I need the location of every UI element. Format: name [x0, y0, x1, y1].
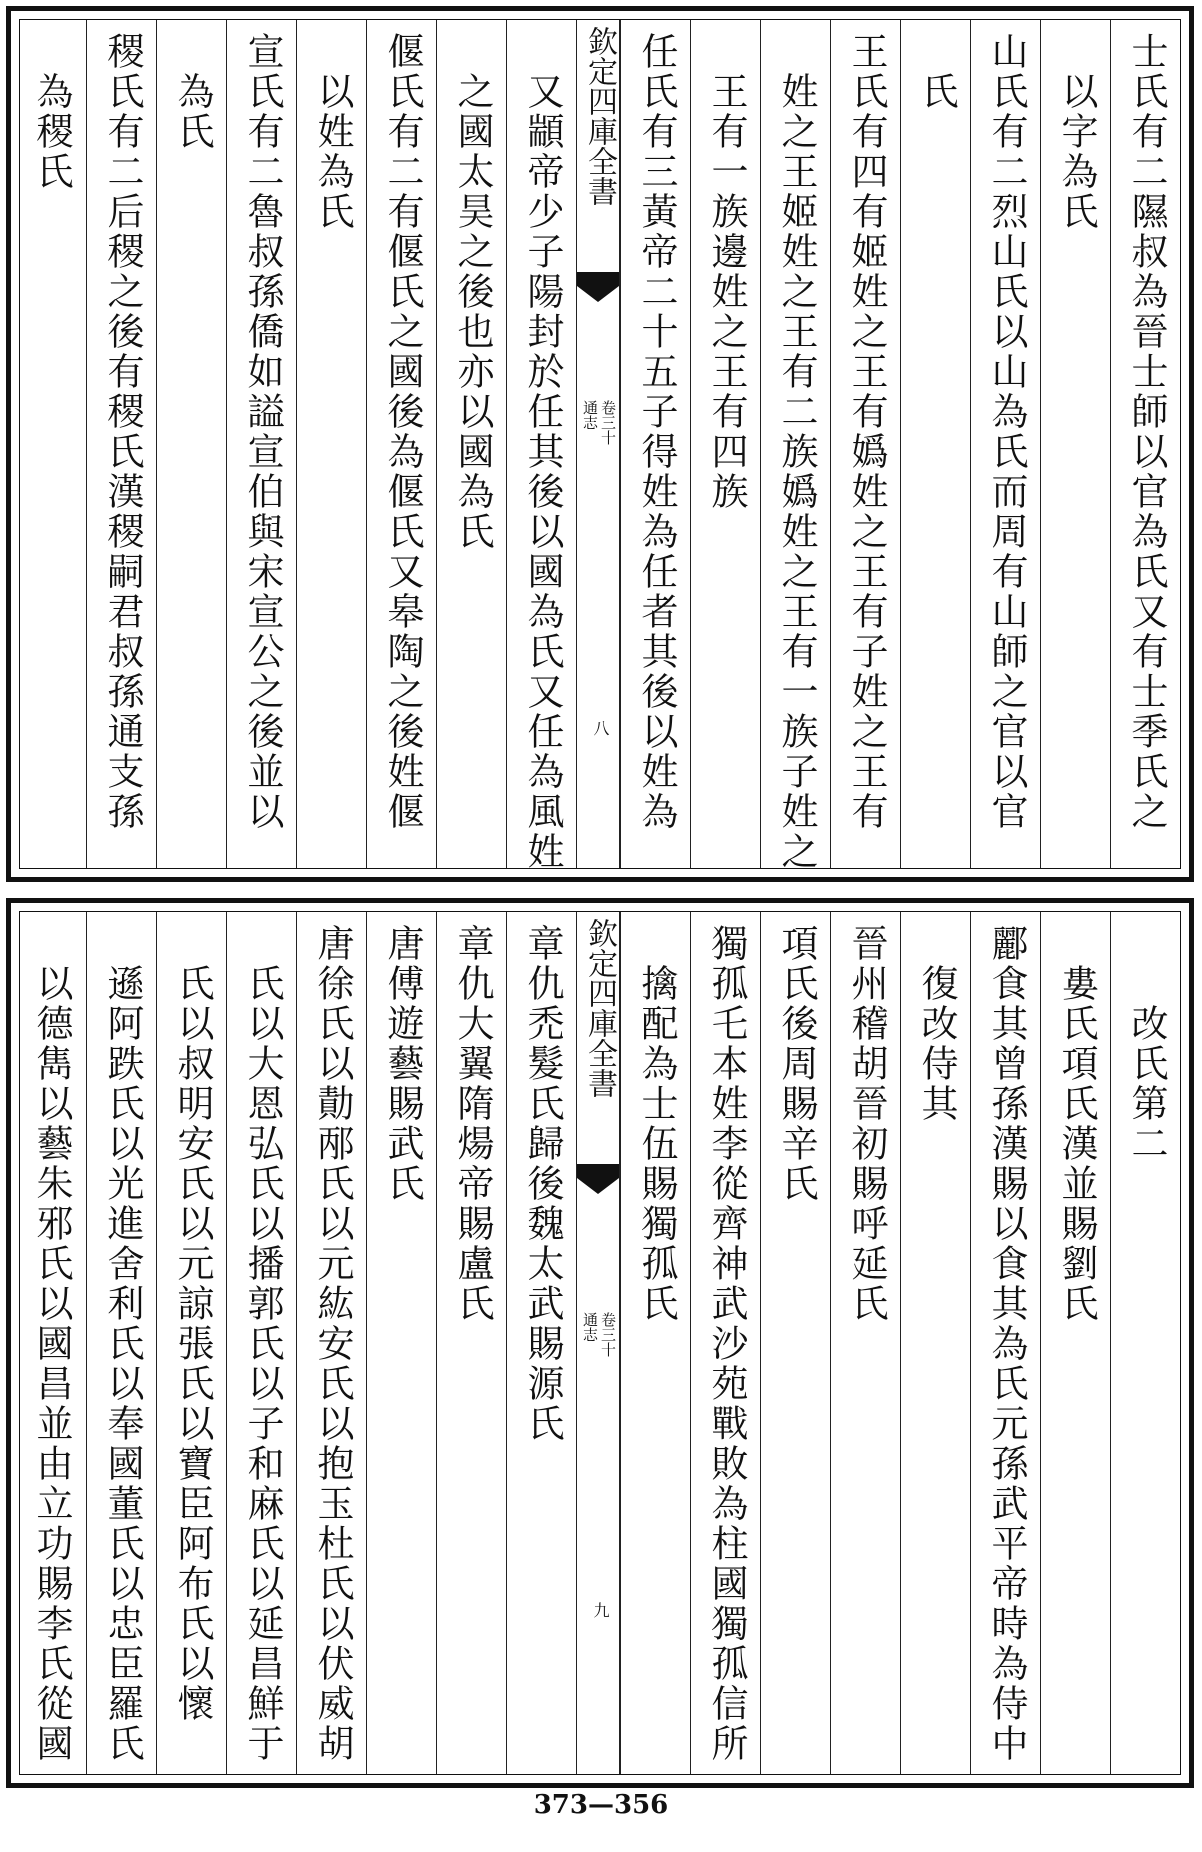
text-column — [970, 20, 1040, 868]
column-text: 唐傅遊藝賜武氏 — [381, 924, 424, 1204]
column-text: 項氏後周賜辛氏 — [775, 924, 818, 1204]
column-text: 宣氏有二魯叔孫僑如謚宣伯與宋宣公之後並以 — [241, 32, 284, 832]
column-text: 以姓為氏 — [311, 72, 354, 232]
page-number-footer: 373—356 — [533, 1790, 669, 1820]
text-column — [16, 20, 86, 868]
text-column — [366, 912, 436, 1774]
column-text: 章仇大翼隋煬帝賜盧氏 — [451, 924, 494, 1324]
column-text: 姓之王姬姓之王有二族嬀姓之王有一族子姓之 — [775, 72, 818, 872]
text-column — [1040, 20, 1110, 868]
text-column — [86, 912, 156, 1774]
text-column — [620, 912, 690, 1774]
text-column — [226, 20, 296, 868]
column-text: 偃氏有二有偃氏之國後為偃氏又皋陶之後姓偃 — [381, 32, 424, 832]
column-text: 復改侍其 — [915, 964, 958, 1124]
column-text: 婁氏項氏漢並賜劉氏 — [1055, 964, 1098, 1324]
text-column — [156, 912, 226, 1774]
text-column — [86, 20, 156, 868]
text-column — [900, 912, 970, 1774]
text-column — [830, 912, 900, 1774]
top-page — [6, 6, 1194, 882]
text-column — [690, 912, 760, 1774]
column-text: 遜阿跌氏以光進舍利氏以奉國董氏以忠臣羅氏 — [101, 964, 144, 1764]
text-column — [156, 20, 226, 868]
column-text: 氏以叔明安氏以元諒張氏以寶臣阿布氏以懷 — [171, 964, 214, 1724]
column-text: 稷氏有二后稷之後有稷氏漢稷嗣君叔孫通支孫 — [101, 32, 144, 832]
column-text: 擒配為士伍賜獨孤氏 — [635, 964, 678, 1324]
text-column — [900, 20, 970, 868]
text-column — [506, 912, 576, 1774]
text-column — [296, 912, 366, 1774]
center-spine — [576, 912, 620, 1774]
spine-book-title: 通志 — [581, 400, 599, 430]
column-text: 山氏有二烈山氏以山為氏而周有山師之官以官 — [985, 32, 1028, 832]
spine-title: 欽定四庫全書 — [582, 26, 617, 206]
text-column — [16, 912, 86, 1774]
column-text: 為稷氏 — [30, 72, 73, 192]
text-column — [436, 912, 506, 1774]
bottom-page — [6, 898, 1194, 1788]
spine-book-title: 通志 — [581, 1312, 599, 1342]
center-spine — [576, 20, 620, 868]
spine-title: 欽定四庫全書 — [582, 918, 617, 1098]
spine-page-number: 八 — [591, 720, 610, 736]
text-column — [620, 20, 690, 868]
spine-volume: 卷三十 — [599, 400, 617, 445]
text-column — [436, 20, 506, 868]
text-column — [760, 912, 830, 1774]
column-text: 晉州稽胡晉初賜呼延氏 — [845, 924, 888, 1324]
column-text: 章仇禿髮氏歸後魏太武賜源氏 — [521, 924, 564, 1444]
text-column — [690, 20, 760, 868]
column-text: 王有一族邊姓之王有四族 — [705, 72, 748, 512]
column-text: 唐徐氏以勣邴氏以元紘安氏以抱玉杜氏以伏威胡 — [311, 924, 354, 1764]
text-column — [226, 912, 296, 1774]
text-column — [970, 912, 1040, 1774]
text-column — [296, 20, 366, 868]
text-column — [760, 20, 830, 872]
column-text: 士氏有二隰叔為晉士師以官為氏又有士季氏之 — [1125, 32, 1168, 832]
column-text: 為氏 — [171, 72, 214, 152]
column-text: 獨孤乇本姓李從齊神武沙苑戰敗為柱國獨孤信所 — [705, 924, 748, 1764]
column-text: 之國太昊之後也亦以國為氏 — [451, 72, 494, 552]
column-text: 又顓帝少子陽封於任其後以國為氏又任為風姓 — [521, 72, 564, 872]
text-column — [366, 20, 436, 868]
column-text: 酈食其曾孫漢賜以食其為氏元孫武平帝時為侍中 — [985, 924, 1028, 1764]
text-column — [506, 20, 576, 872]
spine-volume: 卷三十 — [599, 1312, 617, 1357]
column-text: 氏以大恩弘氏以播郭氏以子和麻氏以延昌鮮于 — [241, 964, 284, 1764]
spine-page-number: 九 — [591, 1602, 610, 1618]
text-column — [1040, 912, 1110, 1774]
column-text: 王氏有四有姬姓之王有嬀姓之王有子姓之王有 — [845, 32, 888, 832]
column-text: 氏 — [915, 72, 958, 112]
text-column — [1110, 20, 1180, 868]
bottom-page-frame — [19, 911, 1181, 1775]
text-column — [830, 20, 900, 868]
column-text: 任氏有三黃帝二十五子得姓為任者其後以姓為 — [635, 32, 678, 832]
section-heading: 改氏第二 — [1125, 1004, 1168, 1164]
top-page-frame — [19, 19, 1181, 872]
fishtail-mark — [577, 272, 619, 308]
fishtail-mark — [577, 1164, 619, 1200]
column-text: 以字為氏 — [1055, 72, 1098, 232]
text-column — [1110, 912, 1180, 1774]
column-text: 以德雋以藝朱邪氏以國昌並由立功賜李氏從國 — [30, 964, 73, 1764]
